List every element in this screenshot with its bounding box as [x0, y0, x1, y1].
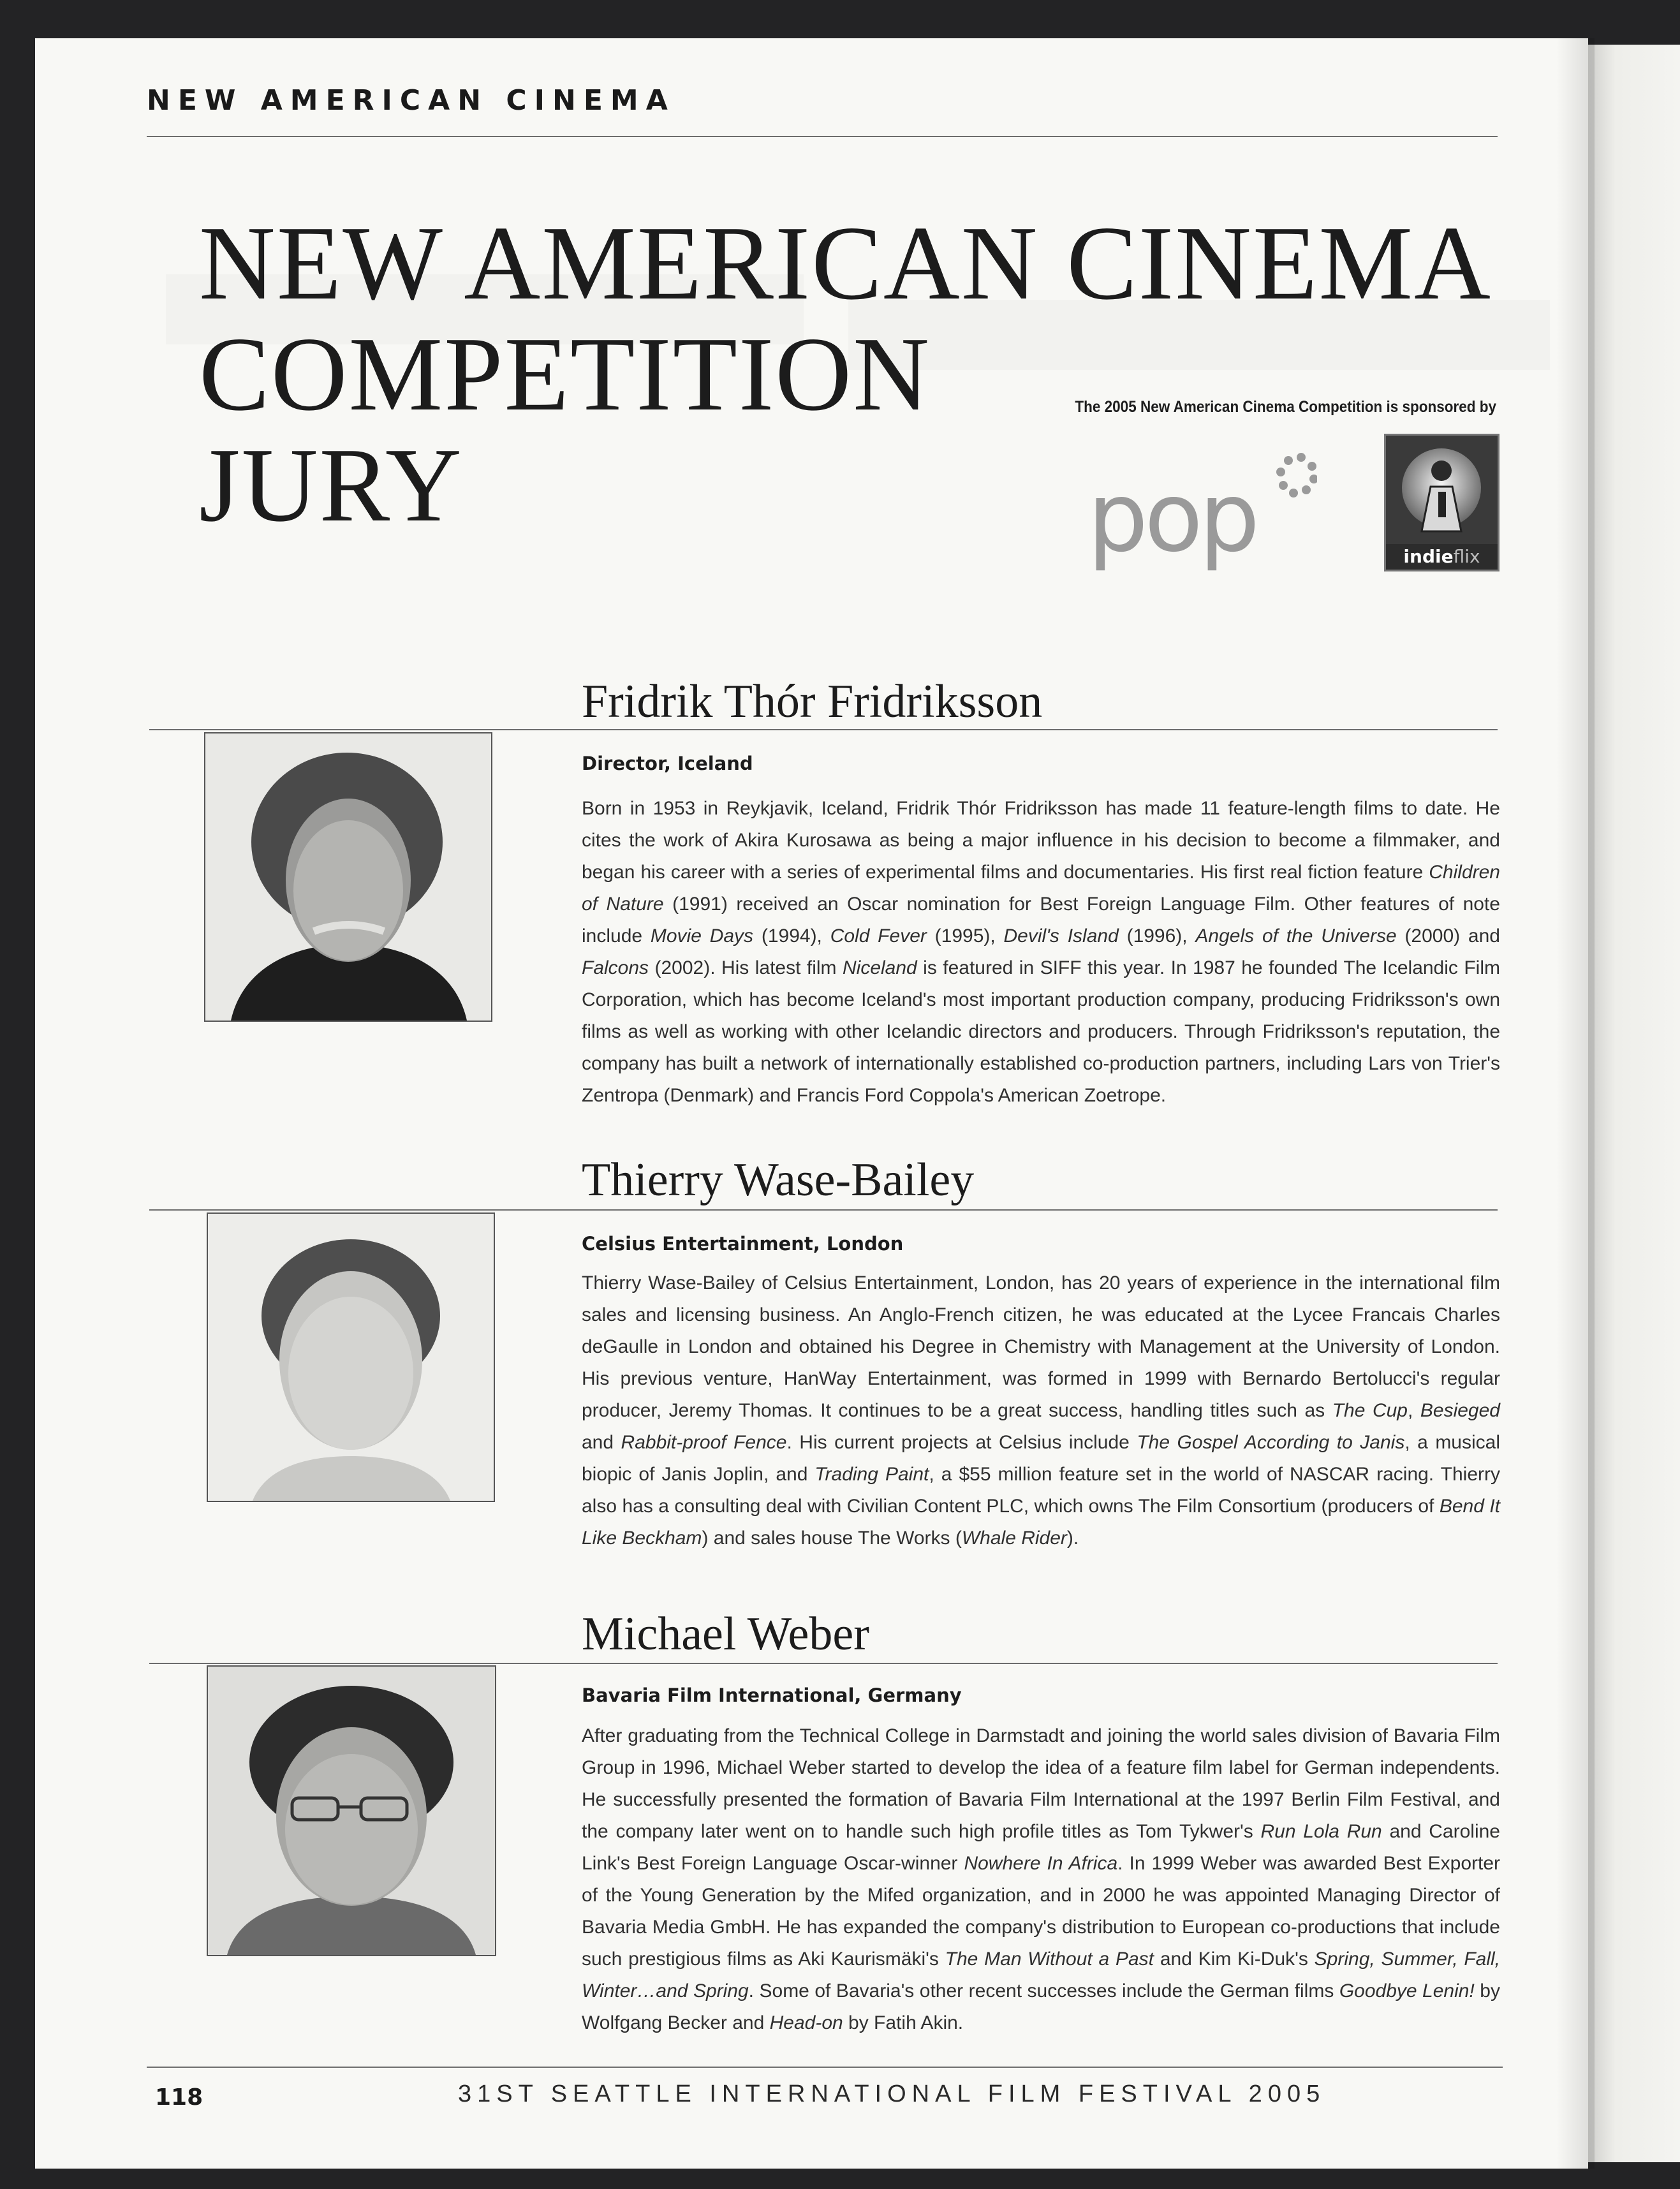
juror-bio: After graduating from the Technical College in Darmstadt and joining the world sales division of Bavaria Film Group in 1996, Michael Weber started to develop the idea of a feature film label for German independents. He successfully presented the formation of Bavaria Film International at the 1997 Berlin Film Festival, and the company later went on to handle such high profile titles as Tom Tykwer's Run Lola Run and Caroline Link's Best Foreign Language Oscar-winner Nowhere In Africa. In 1999 Weber was awarded Best Exporter of the Young Generation by the Mifed organization, and in 2000 he was appointed Managing Director of Bavaria Media GmbH. He has expanded the company's distribution to European co-productions that include such prestigious films as Aki Kaurismäki's The Man Without a Past and Kim Ki-Duk's Spring, Summer, Fall, Winter…and Spring. Some of Bavaria's other recent successes include the German films Goodbye Lenin! by Wolfgang Becker and Head-on by Fatih Akin.	[582, 1725, 1500, 2033]
section-rule	[149, 729, 1498, 730]
footer-publication: 31ST SEATTLE INTERNATIONAL FILM FESTIVAL 2005	[458, 2081, 1326, 2107]
pop-wordmark: pop	[1087, 462, 1256, 571]
sponsor-caption: The 2005 New American Cinema Competition is sponsored by	[1075, 398, 1496, 416]
juror-name: Thierry Wase-Bailey	[582, 1154, 975, 1206]
juror-role: Celsius Entertainment, London	[582, 1233, 904, 1255]
pop-logo	[1087, 443, 1317, 571]
facing-page-edge	[1588, 45, 1680, 2162]
juror-name: Fridrik Thór Fridriksson	[582, 675, 1043, 728]
title-line-2: COMPETITION	[199, 315, 931, 432]
header-rule	[147, 136, 1498, 137]
juror-role: Director, Iceland	[582, 753, 753, 774]
page-curl-shadow	[1556, 38, 1595, 2169]
juror-photo	[204, 732, 492, 1022]
title-line-3: JURY	[199, 426, 463, 543]
juror-bio: Thierry Wase-Bailey of Celsius Entertainment, London, has 20 years of experience in the international film sales and licensing business. An Anglo-French citizen, he was educated at the Lycee Francais Charles deGaulle in London and obtained his Degree in Chemistry with Management at the University of London. His previous venture, HanWay Entertainment, was formed in 1999 with Bernardo Bertolucci's regular producer, Jeremy Thomas. It continues to be a great success, handling titles such as The Cup, Besieged and Rabbit-proof Fence. His current projects at Celsius include The Gospel According to Janis, a musical biopic of Janis Joplin, and Trading Paint, a $55 million feature set in the world of NASCAR racing. Thierry also has a consulting deal with Civilian Content PLC, which owns The Film Consortium (producers of Bend It Like Beckham) and sales house The Works (Whale Rider).	[582, 1272, 1501, 1549]
juror-photo	[207, 1212, 495, 1502]
section-rule	[149, 1663, 1498, 1664]
juror-bio: Born in 1953 in Reykjavik, Iceland, Fridrik Thór Fridriksson has made 11 feature-length films to date. He cites the work of Akira Kurosawa as being a major influence in his decision to become a filmmaker, and began his career with a series of experimental films and documentaries. His first real fiction feature Children of Nature (1991) received an Oscar nomination for Best Foreign Language Film. Other features of note include Movie Days (1994), Cold Fever (1995), Devil's Island (1996), Angels of the Universe (2000) and Falcons (2002). His latest film Niceland is featured in SIFF this year. In 1987 he founded The Icelandic Film Corporation, which has become Iceland's most important production company, producing Fridriksson's own films as well as working with other Icelandic directors and producers. Through Fridriksson's reputation, the company has built a network of internationally established co-production partners, including Lars von Trier's Zentropa (Denmark) and Francis Ford Coppola's American Zoetrope.	[582, 798, 1500, 1106]
footer-rule	[147, 2067, 1503, 2068]
indieflix-logo	[1384, 434, 1499, 571]
page-number: 118	[155, 2084, 203, 2111]
juror-role: Bavaria Film International, Germany	[582, 1684, 962, 1706]
section-rule	[149, 1209, 1498, 1211]
indieflix-logo-icon	[1386, 436, 1498, 544]
dot-circle-icon	[1276, 453, 1317, 497]
title-line-1: NEW AMERICAN CINEMA	[199, 204, 1492, 321]
juror-name: Michael Weber	[582, 1608, 869, 1660]
indieflix-wordmark: indieflix	[1403, 546, 1480, 567]
running-head: NEW AMERICAN CINEMA	[147, 84, 675, 117]
juror-photo	[207, 1665, 496, 1956]
